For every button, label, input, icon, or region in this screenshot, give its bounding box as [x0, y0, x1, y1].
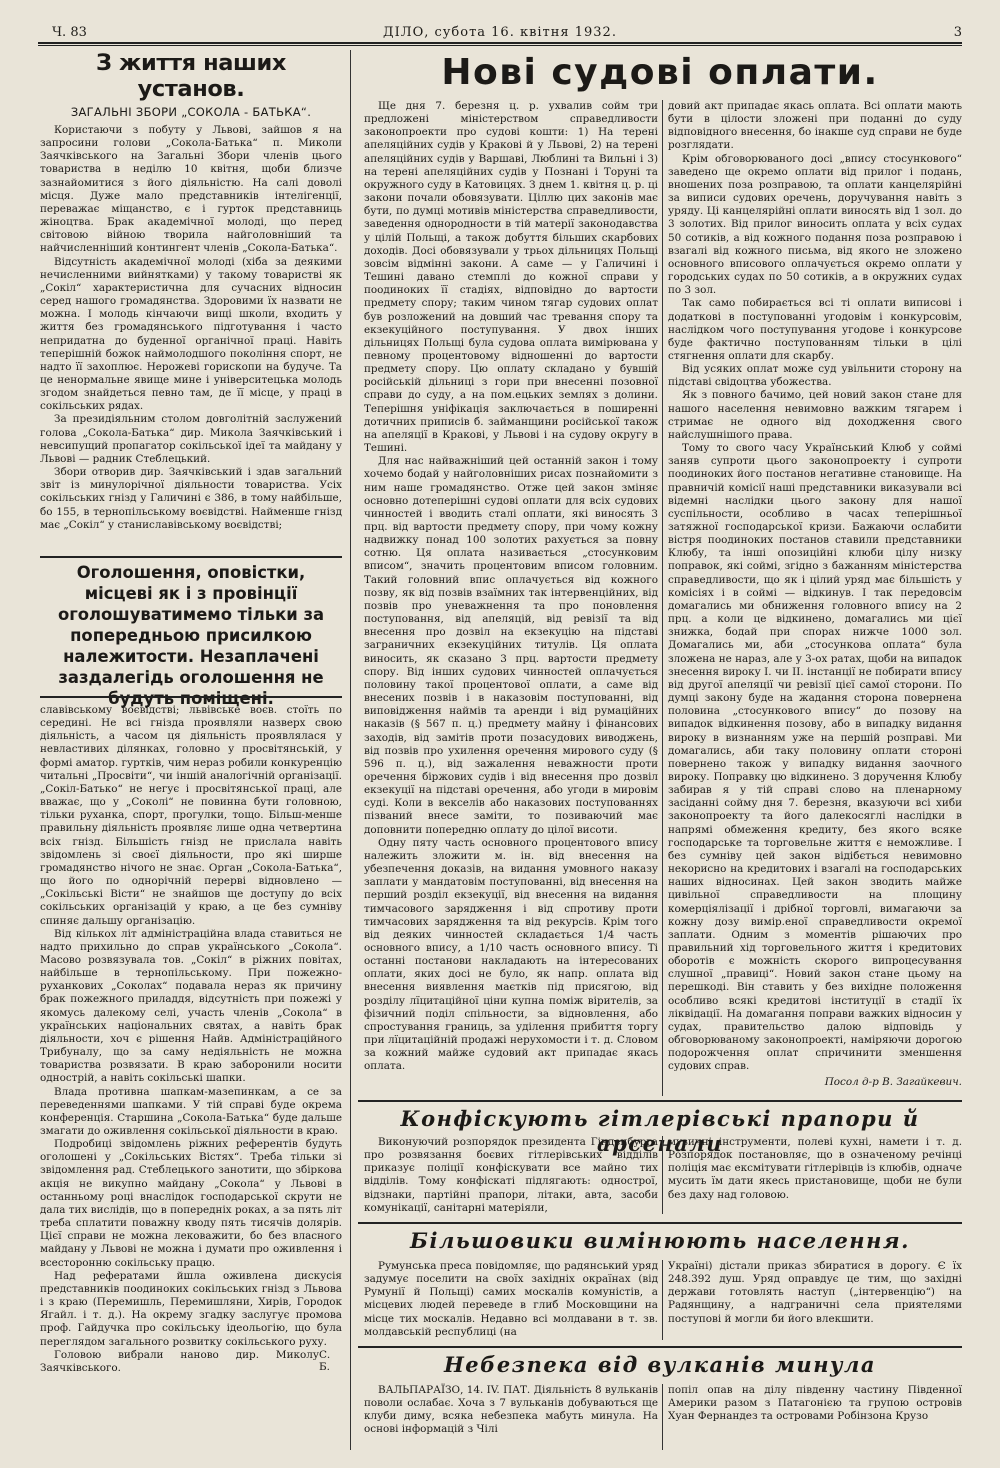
page-number-right: 3	[953, 24, 962, 40]
left-continuation	[40, 704, 342, 1450]
notice-box	[40, 562, 342, 708]
paragraph: Над рефератами йшла оживлена дискусія представників поодиноких сокільських гнізд з Львова і з краю (Перемишль, Перемишляни, Хирів, Городок Ягайл. і т. д.). На окрему згадку заслугує промова проф. Гайдучка про сокільську ідеольогію, що була переглядом загального розвитку сокільського руху.	[40, 1269, 342, 1348]
paragraph: За президіяльним столом довголітній заслужений голова „Сокола-Батька“ дир. Микола Заячківський і невсипущий пропагатор сокільської ідеї та майдану у Львові — радник Стеблецький.	[40, 413, 342, 465]
paragraph: Відсутність академічної молоді (хіба за деякими нечисленними вийнятками) у такому товаристві як „Сокіл“ характеристична для сучасних відносин серед нашого громадянства. Здоровими їх назвати не можна. І молодь кінчаючи вищі школи, входить у життя без громадянського підготування і часто непридатна до буденної органічної праці. Навіть теперішній божок наймолодшого покоління спорт, не надто її захоплює. Нерожеві горископи на будуче. Та це ненормальне явище мине і університецька молодь згодом знайдеться певно там, де її місце, у праці в сокільських рядах.	[40, 255, 342, 413]
bolsheviks-col2	[668, 1260, 962, 1340]
divider	[358, 1222, 962, 1224]
divider	[40, 696, 342, 698]
paragraph: ВАЛЬПАРАЇЗО, 14. IV. ПАТ. Діяльність 8 вульканів поволи ослабає. Хоча з 7 вульканів добуваються ще клуби диму, всяка небезпека мабуть минула. На основі інформацій з Чілі	[364, 1384, 658, 1436]
masthead-date: ДІЛО, субота 16. квітня 1932.	[383, 24, 617, 40]
volcanoes-heading	[358, 1352, 962, 1382]
confiscation-col2	[668, 1136, 962, 1214]
paragraph: Влада противна шапкам-мазепинкам, а се за переведеннями шапками. У тій справі буде окрема конференція. Старшина „Сокола-Батька“ буде дальше змагати до оживлення сокільської діяльности в краю.	[40, 1085, 342, 1137]
paragraph: Тому то свого часу Український Клюб у соймі заняв супроти цього законопроекту і супроти поодиноких його постанов негативне становище. На правничій комісії наші представники виказували всі відемні наслідки цього закону для нашої суспільности, особливо в часах теперішньої затяжної господарської кризи. Бажаючи ослабити вістря поодиноких постанов ставили представники Клюбу, та інші опозиційні клюби цілу низку поправок, які соймі, згідно з бажанням міністерства справедливости, що як і цілий уряд має більшість у комісіях і в соймі — відкинув. І так передовсім домагались ми обниження головного впису на 2 прц. а коли це відкинено, домагались ми цієї знижка, бодай при спорах нижче 1000 зол. Домагались ми, аби „стосункова оплата“ була зложена не нараз, але у 3-ох ратах, щоби на випадок знесення вироку І. чи ІІ. інстанції не побирати впису від другої апеляції чи ревізії цієї самої сторони. По думці закону буде на жадання сторона повернена половина „стосункового впису“ до позову на випадок відкинення позову, або в випадку видання вироку в визнанням уже на першій розправі. Ми домагались, аби таку половину оплати стороні повернено також у випадку видання заочного вироку. Поправку цю відкинено. З доручення Клюбу забирав я у тій справі слово на пленарному засіданні сойму дня 7. березня, вказуючи всі хиби законопроекту та його далекосяглі наслідки в напрямі обмеження кредиту, без якого всяке господарське та торговельне життя є неможливе. І без сумніву цей закон відібється невимовно некорисно на кредитових і взагалі на господарських наших відносинах. Цей закон зводить майже цивільної справедливости на площину комерціялізації і дрібної торговлі, вимагаючи за кожну дозу вимір.еної справедливости окремої заплати. Одним з моментів рішаючих про правильний хід торговельного життя і кредитових оборотів є можність скорого випроцесування слушної „правиці“. Новий закон стане цьому на перешкоді. Він ставить у без вихідне положення особливо всякі кредитові інституції в стадії їх ліквідації. На домагання поправи важких відносин у судах, правительство далою відповідь у обговорюваному законопроекті, наміряючи дорогою подорожчення оплат спричинити зменшення судових справ.	[668, 442, 962, 1073]
paragraph: Одну пяту часть основного процентового впису належить зложити м. ін. від внесення на убезпечення доказів, на видання умовного наказу заплати у мандатовім поступованні, від внесення на перший розділ екзекуції, від внесення на видання тимчасового зарядження і від спротиву проти тимчасових зарядження та від рекурсів. Крім того від деяких чинностей складається 1/4 часть основного впису, а 1/10 часть основного впису. Ті останні постанови накладають на інтересованих оплати, яких досі не було, як напр. оплата від внесення виявлення маєтків під присягою, від розділу лїцитаційної ціни купна поміж вірителів, за фізичний поділ спільности, за відновлення, або спростування границь, за уділення прибиття торгу при лїцитаційній продажі нерухомости і т. д. Словом за кожний майже судовий акт припадає якась оплата.	[364, 836, 658, 1073]
left-article-signature: С. Б.	[318, 1348, 331, 1373]
confiscation-title: Конфіскують гітлерівські прапори й арсенали	[400, 1106, 920, 1156]
paragraph: славівському воєвідстві; львівське воєв. стоїть по середині. Не всі гнізда проявляли назверх свою діяльність, а часом ця діяльність проявлялася у невластивих ділянках, головно у просвітянській, у формі аматор. гуртків, чим нераз робили конкуренцію читальні „Просвіти“, чи іншій аналогічній організації. „Сокіл-Батько“ не негує і просвітянської праці, але вважає, що у „Соколі“ не повинна бути головною, тільки руханка, спорт, прогулки, тощо. Більш-менше правильну діяльність проявляє лише одна четвертина всіх гнізд. Більшість гнізд не прислала навіть звідомлень зі своєї діяльности, про які ширше громадянство нічого не знає. Орган „Сокола-Батька“, що його по однорічній перерві відновлено — „Сокільські Вісти“ не знайшов ще доступу до всіх сокільських організацій у краю, а це без сумніву спиняє дальшу організацію.	[40, 704, 342, 927]
volcanoes-title: Небезпека від вулканів минула	[443, 1352, 877, 1377]
paragraph: Головою вибрали наново дир. Миколу Заячківського.	[40, 1348, 319, 1374]
divider	[40, 556, 342, 558]
divider	[358, 1346, 962, 1348]
left-article-title: З життя наших установ.	[95, 50, 287, 102]
volcanoes-col2	[668, 1384, 962, 1450]
paragraph: Від кількох літ адміністраційна влада ставиться не надто прихильно до справ українського „Сокола“. Масово розвязувала тов. „Сокіл“ в ріжних повітах, найбільше в тернопільському. При пожежно-руханкових „Соколах“ подавала нераз як причину брак пожежного приладдя, відсутність при пожежі у якомусь далекому селі, участь членів „Сокола“ в українських національних святах, а навіть брак діяльности, хоч є рішення Найв. Адміністраційного Трибуналу, що за саму недіяльність не можна товариства розвязати. В краю заборонили носити однострій, а навіть сокільські шапки.	[40, 927, 342, 1085]
paragraph: музичні інструменти, полеві кухні, намети і т. д. Розпорядок постановляє, що в означеному речінці поліція має ексмітувати гітлерівців із клюбів, одначе мусить їм дати якесь пристановище, щоби не були без даху над головою.	[668, 1136, 962, 1201]
left-article-subtitle: ЗАГАЛЬНІ ЗБОРИ „СОКОЛА - БАТЬКА“.	[70, 105, 312, 119]
paragraph: Так само побирається всі ті оплати виписові і додаткові в поступованні угодовім і конкурсовім, наслідком чого поступування угодове і конкурсове буде фактично поступованням тільки в цілі стягнення оплати для скарбу.	[668, 297, 962, 362]
bolsheviks-title: Більшовики вимінюють населення.	[410, 1228, 910, 1253]
paragraph: Як з повного бачимо, цей новий закон стане для нашого населення невимовно важким тягарем і стримає не одного від доходження свого найслушнішого права.	[668, 389, 962, 441]
paragraph: Подробиці звідомлень ріжних референтів будуть оголошені у „Сокільських Вістях“. Треба тільки зі звідомлення рад. Стеблецького занотити, що збіркова акція не викупно майдану „Сокола“ у Львові в останньому році внаслідок господарської скрути не дала тих вислідів, що в попередніх роках, а за пять літ треба сплатити поважну кводу пять тисячів долярів. Цієї справи не можна лековажити, бо без власного майдану у Львові не можна і думати про оживлення і всесторонню сокільську працю.	[40, 1138, 342, 1269]
paragraph: Крім обговорюваного досі „впису стосункового“ заведено ще окремо оплати від прилог і подань, вношених поза розправою, та оплати канцелярійні за виписи судових оречень, доручування навіть з уряду. Ці канцелярійні оплати виносять від 1 зол. до 3 золотих. Від прилог виносить оплата у всіх судах 50 сотиків, а від кожного подання поза розправою і взагалі від кожного письма, від якого не зложено основного вписового оплачується окремо оплати у городських судах по 50 сотиків, а в окружних судах по 3 зол.	[668, 152, 962, 297]
volcanoes-col1	[364, 1384, 658, 1450]
main-article-heading	[358, 52, 962, 98]
confiscation-col1	[364, 1136, 658, 1214]
paragraph: попіл опав на ділу південну частину Південної Америки разом з Патагонією та групою островів Хуан Фернандез та островами Робінзона Крузо	[668, 1384, 962, 1423]
header-rule-thin	[38, 45, 962, 46]
page-number-left: Ч. 83	[52, 24, 87, 40]
column-rule	[662, 1260, 663, 1340]
header-rule	[38, 42, 962, 44]
main-article-title: Нові судові оплати.	[441, 52, 879, 93]
paragraph: Виконуючий розпорядок президента Гінденбурга про розвязання боєвих гітлерівських відділів приказує поліції конфіскувати все майно тих відділів. Тому конфіскаті підлягають: однострої, відзнаки, партійні прапори, літаки, авта, засоби комунікації, санітарні матеріяли,	[364, 1136, 658, 1214]
paragraph: Ще дня 7. березня ц. р. ухвалив сойм три предложені міністерством справедливости законопроекти про судові кошти: 1) На терені апеляційних судів у Кракові й у Львові, 2) на терені апеляційних судів у Варшаві, Люблині та Вильні і 3) на терені апеляційних судів у Познані і Торуні та окружного суду в Катовицях. З днем 1. квітня ц. р. ці закони почали обовязувати. Ціллю цих законів має бути, по думці мотивів міністерства справедливости, заведення однородности в тій матерії законодавства у цілій Польщі, а також добуття більших скарбових доходів. Досі обовязували у трьох дільницях Польщі зовсім відмінні закони. А саме — у Галичині і Тешині давано стемплі до кожної справи у поодиноких її стадіях, відповідно до вартости предмету спору; таким чином тягар судових оплат був розложений на довший час тревання спору та екзекуційного поступування. У двох інших дільницях Польщі була судова оплата вимірювана у певному процентовому відношенні до вартости предмету спору. Цю оплату складано у бувшій російській дільниці з гори при внесенні позовної справи до суду, а на пом.ецьких землях з долини. Теперішня уніфікація заключається в поширенні дотичних приписів б. займанщини російської також на апеляції в Кракові, у Львові і на судову округу в Тешині.	[364, 100, 658, 455]
column-rule	[662, 1136, 663, 1214]
paragraph: Збори отворив дир. Заячківський і здав загальний звіт із минулорічної діяльности товариства. Усіх сокільських гнізд у Галичині є 386, в тому найбільше, бо 155, в тернопільському воєвідстві. Найменше гнізд має „Сокіл“ у станиславівському воєвідстві;	[40, 466, 342, 531]
bolsheviks-col1	[364, 1260, 658, 1340]
paragraph: Для нас найважніший цей останній закон і тому хочемо бодай у найголовніших рисах познайомити з ним наше громадянство. Отже цей закон зміняє основно дотеперішні судові оплати для всіх судових чинностей і вводить сталі оплати, які виносять 3 прц. від вартости предмету спору, при чому кожну надвижку понад 100 золотих рахується за повну сотню. Ця оплата називається „стосунковим вписом“, значить процентовим вписом головним. Такий головний впис оплачується від кожного позву, як від позвів взаїмних так інтервенційних, від позвів про уневажнення та про поновлення поступовання, від апеляцій, від ревізії та від внесення про дозвіл на екзекуцію на підставі заграничних екзекуційних титулів. Ця оплата виносить, як сказано 3 прц. вартости предмету спору. Від інших судових чинностей оплачується половину такої процентової оплати, а саме від внесених позвів і в наказовім поступованні, від виповідження наймів та аренди і від румаційних наказів (§ 567 п. ц.) предмету майну і фінансових заходів, від замітів проти позасудових виводжень, від позвів про ухилення оречення мирового суду (§ 596 п. ц.), від зажалення неважности проти оречення біржових судів і від внесення про дозвіл екзекуції на підставі оречення, або угоди в мировім суді. Коли в векселів або наказових поступованнях пізваний внесе заміти, то позиваючий має доповнити попередню оплату до цілої висоти.	[364, 455, 658, 836]
paragraph: Від усяких оплат може суд увільнити сторону на підставі свідоцтва убожества.	[668, 363, 962, 389]
paragraph: Користаючи з побуту у Львові, зайшов я на запросини голови „Сокола-Батька“ п. Миколи Заячківського на Загальні Збори членів цього товариства в неділю 10 квітня, щоби близче зазнайомитися з його діяльністю. На салі доволі місця. Дуже мало представників інтелігенції, переважає міщанство, є і гурток представниць жіноцтва. Брак академічної молоді, що перед світовою війною творила найголовніший та найчисленніший контингент членів „Сокола-Батька“.	[40, 124, 342, 255]
column-rule	[662, 100, 663, 1096]
main-article-col1	[364, 100, 658, 1096]
paragraph: Румунська преса повідомляє, що радянський уряд задумує поселити на своїх західніх окраїнах (від Румунії й Польщі) самих москалів комуністів, а місцевих людей переведе в глиб Московщини на місце тих москалів. Недавно всі молдавани в т. зв. молдавській республиці (на	[364, 1260, 658, 1338]
paragraph: довий акт припадає якась оплата. Всі оплати мають бути в цілости зложені при поданні до суду відповідного внесення, бо інакше суд справи не буде розглядати.	[668, 100, 962, 152]
bolsheviks-heading	[358, 1228, 962, 1258]
confiscation-heading	[358, 1106, 962, 1156]
column-rule	[350, 50, 351, 1450]
left-article	[40, 50, 342, 552]
column-rule	[662, 1384, 663, 1450]
notice-text: Оголошення, оповістки, місцеві як і з провінції оголошуватимемо тільки за попередньою присилкою належитости. Незаплачені заздалегідь оголошення не будуть поміщені.	[57, 563, 325, 708]
divider	[358, 1100, 962, 1102]
main-article-col2	[668, 100, 962, 1096]
paragraph: Україні) дістали приказ збиратися в дорогу. Є їх 248.392 душ. Уряд оправдує це тим, що західні держави готовлять наступ („інтервенцію“) на Радянщину, а надграничні села приятелями поступові й могли би його влекшити.	[668, 1260, 962, 1325]
page-header	[38, 22, 962, 42]
main-article-signature: Посол д-р В. Загайкевич.	[824, 1075, 962, 1088]
